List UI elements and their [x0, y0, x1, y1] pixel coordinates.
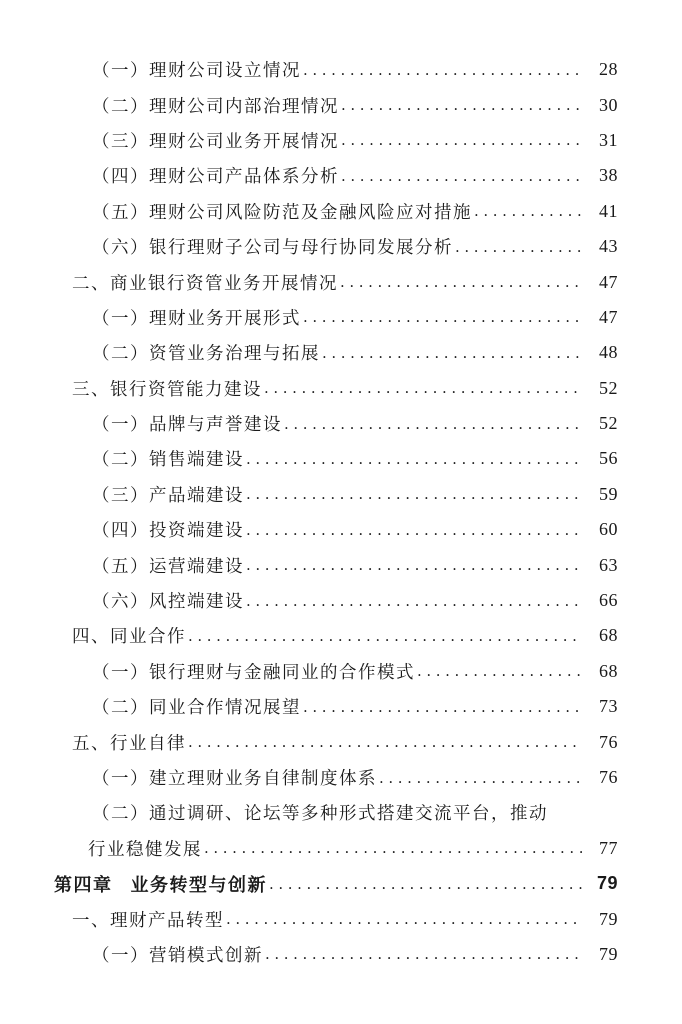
toc-entry-page: 60: [599, 519, 618, 540]
toc-chapter[interactable]: [0, 866, 682, 901]
toc-entry-title: （一）建立理财业务自律制度体系: [92, 769, 377, 789]
dot-leader: [341, 96, 582, 114]
toc-entry[interactable]: [0, 512, 682, 547]
toc-entry[interactable]: [0, 52, 682, 87]
toc-entry[interactable]: [0, 87, 682, 122]
toc-section-page: 76: [599, 731, 618, 752]
toc-section[interactable]: [0, 618, 682, 653]
toc-section[interactable]: [0, 264, 682, 299]
toc-entry-page: 28: [599, 59, 618, 80]
dot-leader: [341, 167, 582, 185]
dot-leader: [226, 910, 582, 928]
table-of-contents: [0, 52, 682, 972]
chapter-name: 业务转型与创新: [130, 874, 267, 896]
toc-entry[interactable]: [0, 158, 682, 193]
toc-entry-title: （二）理财公司内部治理情况: [92, 96, 339, 117]
dot-leader: [284, 415, 582, 433]
toc-section[interactable]: [0, 901, 682, 936]
toc-section[interactable]: [0, 724, 682, 759]
dot-leader: [246, 450, 582, 468]
toc-entry-page: 73: [599, 696, 618, 717]
toc-entry[interactable]: [0, 477, 682, 512]
toc-section-page: 52: [599, 377, 618, 398]
toc-entry-page: 48: [599, 342, 618, 363]
dot-leader: [246, 592, 582, 610]
dot-leader: [246, 556, 582, 574]
dot-leader: [455, 238, 582, 256]
toc-entry-title: （五）运营端建设: [92, 556, 244, 577]
toc-entry-title: （四）理财公司产品体系分析: [92, 167, 339, 188]
dot-leader: [264, 379, 582, 397]
toc-entry[interactable]: [0, 937, 682, 972]
dot-leader: [417, 662, 582, 680]
toc-section[interactable]: [0, 371, 682, 406]
toc-entry-title: （四）投资端建设: [92, 521, 244, 542]
toc-entry-page: 41: [599, 200, 618, 221]
toc-entry[interactable]: [0, 547, 682, 582]
toc-entry-page: 59: [599, 483, 618, 504]
toc-chapter-title: [54, 871, 267, 897]
toc-entry-title: （六）银行理财子公司与母行协同发展分析: [92, 238, 453, 259]
toc-entry[interactable]: [0, 689, 682, 724]
dot-leader: [269, 875, 582, 893]
toc-chapter-page: 79: [596, 873, 618, 894]
toc-entry-page: 43: [599, 236, 618, 257]
toc-entry-title: （一）银行理财与金融同业的合作模式: [92, 662, 415, 683]
toc-entry-page: 38: [599, 165, 618, 186]
dot-leader: [204, 839, 582, 857]
toc-entry[interactable]: [0, 194, 682, 229]
dot-leader: [340, 273, 582, 291]
toc-section-page: 79: [599, 908, 618, 929]
toc-entry-page: 79: [599, 943, 618, 964]
toc-entry[interactable]: [0, 300, 682, 335]
toc-section-title: 三、银行资管能力建设: [72, 379, 262, 400]
toc-entry-title: （五）理财公司风险防范及金融风险应对措施: [92, 202, 472, 223]
toc-entry-title: （三）产品端建设: [92, 485, 244, 506]
toc-entry[interactable]: [0, 760, 682, 795]
toc-entry-page: 52: [599, 413, 618, 434]
dot-leader: [246, 485, 582, 503]
toc-entry-page: 47: [599, 306, 618, 327]
toc-entry-page: 31: [599, 129, 618, 150]
toc-section-title: 五、行业自律: [72, 733, 186, 754]
dot-leader: [474, 202, 582, 220]
toc-entry-page: 30: [599, 94, 618, 115]
toc-entry-title: （三）理财公司业务开展情况: [92, 131, 339, 152]
toc-entry-title-line1: （二）通过调研、论坛等多种形式搭建交流平台，推动: [92, 804, 548, 825]
dot-leader: [379, 769, 582, 787]
dot-leader: [322, 344, 582, 362]
dot-leader: [303, 61, 582, 79]
toc-entry-page: 66: [599, 590, 618, 611]
dot-leader: [303, 698, 582, 716]
toc-entry[interactable]: [0, 654, 682, 689]
toc-entry[interactable]: [0, 406, 682, 441]
toc-entry-page: 77: [599, 837, 618, 858]
dot-leader: [188, 733, 582, 751]
toc-entry-page: 56: [599, 448, 618, 469]
toc-entry-title: （二）销售端建设: [92, 450, 244, 471]
dot-leader: [246, 521, 582, 539]
toc-entry-title: （一）理财公司设立情况: [92, 61, 301, 82]
toc-entry-title: （六）风控端建设: [92, 592, 244, 613]
dot-leader: [265, 945, 582, 963]
toc-entry-wrapped-line1[interactable]: [0, 795, 682, 830]
toc-entry[interactable]: [0, 123, 682, 158]
toc-entry-title: （一）营销模式创新: [92, 945, 263, 966]
toc-entry-title-line2: 行业稳健发展: [88, 839, 202, 860]
toc-entry-title: （一）理财业务开展形式: [92, 308, 301, 329]
dot-leader: [188, 627, 582, 645]
toc-entry-title: （二）资管业务治理与拓展: [92, 344, 320, 365]
toc-entry-title: （二）同业合作情况展望: [92, 698, 301, 719]
toc-entry[interactable]: [0, 583, 682, 618]
dot-leader: [341, 131, 582, 149]
toc-entry-page: 63: [599, 554, 618, 575]
toc-section-title: 二、商业银行资管业务开展情况: [72, 273, 338, 294]
toc-entry-title: （一）品牌与声誉建设: [92, 415, 282, 436]
chapter-number: 第四章: [54, 874, 113, 896]
toc-entry-wrapped-line2[interactable]: [0, 831, 682, 866]
toc-section-page: 47: [599, 271, 618, 292]
toc-section-title: 一、理财产品转型: [72, 910, 224, 931]
toc-entry[interactable]: [0, 229, 682, 264]
toc-entry-page: 68: [599, 660, 618, 681]
toc-entry[interactable]: [0, 335, 682, 370]
toc-section-title: 四、同业合作: [72, 627, 186, 648]
toc-entry-page: 76: [599, 767, 618, 787]
dot-leader: [303, 308, 582, 326]
toc-entry[interactable]: [0, 441, 682, 476]
toc-section-page: 68: [599, 625, 618, 646]
